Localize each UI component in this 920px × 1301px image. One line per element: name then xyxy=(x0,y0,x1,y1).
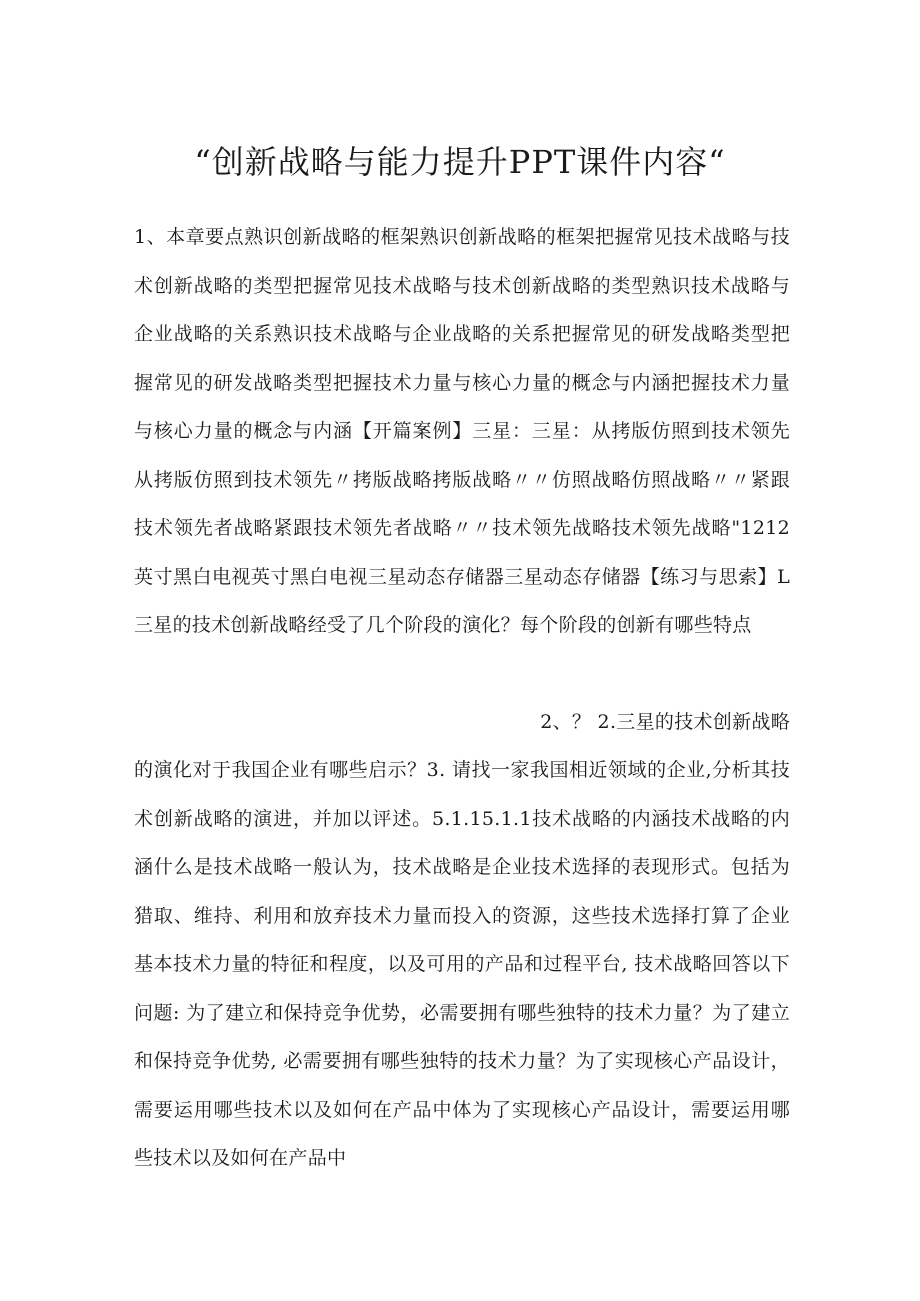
paragraph-2-heading: 2、？ 2.三星的技术创新战略 xyxy=(540,711,790,733)
paragraph-1: 1、本章要点熟识创新战略的框架熟识创新战略的框架把握常见技术战略与技术创新战略的类型把握常见技术战略与技术创新战略的类型熟识技术战略与企业战略的关系熟识技术战略与企业战略的关系把握常见的研发战略类型把握常见的研发战略类型把握技术力量与核心力量的概念与内涵把握技术力量与核心力量的概念与内涵【开篇案例】三星：三星：从拷版仿照到技术领先从拷版仿照到技术领先〃拷版战略拷版战略〃〃仿照战略仿照战略〃〃紧跟技术领先者战略紧跟技术领先者战略〃〃技术领先战略技术领先战略"1212英寸黑白电视英寸黑白电视三星动态存储器三星动态存储器【练习与思索】L三星的技术创新战略经受了几个阶段的演化？每个阶段的创新有哪些特点 xyxy=(134,226,790,636)
paragraph-2: 的演化对于我国企业有哪些启示？3. 请找一家我国相近领域的企业,分析其技术创新战略的演进，并加以评述。5.1.15.1.1技术战略的内涵技术战略的内涵什么是技术战略一般认为，技术战略是企业技术选择的表现形式。包括为猎取、维持、利用和放弃技术力量而投入的资源，这些技术选择打算了企业基本技术力量的特征和程度，以及可用的产品和过程平台, 技术战略回答以下问题: 为了建立和保持竞争优势，必需要拥有哪些独特的技术力量？为了建立和保持竞争优势, 必需要拥有哪些独特的技术力量？为了实现核心产品设计，需要运用哪些技术以及如何在产品中体为了实现核心产品设计，需要运用哪些技术以及如何在产品中 xyxy=(134,759,790,1169)
document-title: “创新战略与能力提升PPT课件内容“ xyxy=(194,143,726,181)
